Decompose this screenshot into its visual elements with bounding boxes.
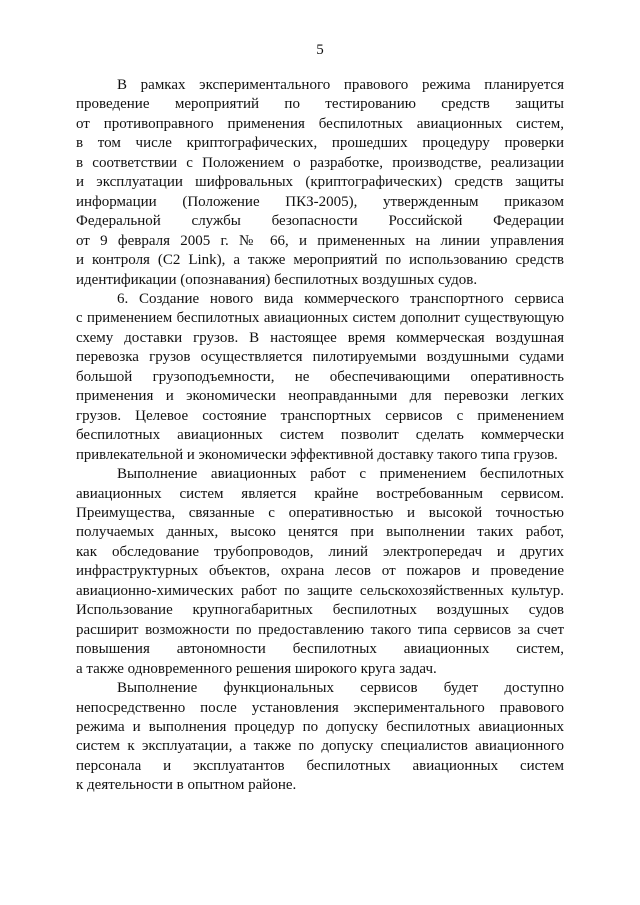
- text-line: и эксплуатации шифровальных (криптографических) средств защиты: [76, 174, 564, 191]
- text-line: систем к эксплуатации, а также по допуску специалистов авиационного: [76, 738, 564, 755]
- text-line: персонала и эксплуатантов беспилотных авиационных систем: [76, 757, 564, 774]
- text-line: получаемых данных, высоко ценятся при выполнении таких работ,: [76, 524, 564, 541]
- text-line: как обследование трубопроводов, линий электропередач и других: [76, 543, 564, 560]
- text-line: с применением беспилотных авиационных систем дополнит существующую: [76, 310, 564, 327]
- text-line: применения и экономически неоправданными для перевозки легких: [76, 388, 564, 405]
- text-line: в том числе криптографических, прошедших процедуру проверки: [76, 135, 564, 152]
- paragraph: [76, 465, 564, 679]
- text-line: к деятельности в опытном районе.: [76, 777, 297, 794]
- text-line: Федеральной службы безопасности Российской Федерации: [76, 213, 564, 230]
- text-line: беспилотных авиационных систем позволит сделать коммерчески: [76, 427, 564, 444]
- text-line: В рамках экспериментального правового режима планируется: [117, 77, 564, 93]
- text-line: от 9 февраля 2005 г. № 66, и примененных на линии управления: [76, 232, 564, 249]
- text-line: идентификации (опознавания) беспилотных воздушных судов.: [76, 271, 478, 288]
- text-line: 6. Создание нового вида коммерческого транспортного сервиса: [117, 290, 564, 307]
- paragraph: [76, 290, 564, 465]
- text-line: схему доставки грузов. В настоящее время коммерческая воздушная: [76, 329, 564, 346]
- text-line: авиационных систем является крайне востребованным сервисом.: [76, 485, 564, 502]
- text-line: повышения автономности беспилотных авиационных систем,: [76, 641, 564, 658]
- text-line: Выполнение авиационных работ с применением беспилотных: [117, 466, 564, 483]
- text-line: инфраструктурных объектов, охрана лесов от пожаров и проведение: [76, 563, 564, 580]
- text-line: большой грузоподъемности, не обеспечивающими оперативность: [76, 368, 564, 385]
- text-line: от противоправного применения беспилотных авиационных систем,: [76, 115, 564, 132]
- page-number: 5: [316, 42, 324, 58]
- text-line: непосредственно после установления экспериментального правового: [76, 699, 564, 716]
- text-line: расширит возможности по предоставлению такого типа сервисов за счет: [76, 621, 564, 638]
- text-line: привлекательной и экономически эффективной доставку такого типа грузов.: [76, 446, 558, 463]
- text-line: авиационно-химических работ по защите сельскохозяйственных культур.: [76, 582, 564, 599]
- text-line: информации (Положение ПКЗ-2005), утвержденным приказом: [76, 193, 564, 210]
- text-line: перевозка грузов осуществляется пилотируемыми воздушными судами: [76, 349, 564, 366]
- paragraph: [76, 679, 564, 796]
- text-line: режима и выполнения процедур по допуску беспилотных авиационных: [76, 718, 564, 735]
- text-line: грузов. Целевое состояние транспортных сервисов с применением: [76, 407, 564, 424]
- text-line: Использование крупногабаритных беспилотных воздушных судов: [76, 602, 564, 619]
- document-body: [76, 76, 564, 796]
- text-line: и контроля (C2 Link), а также мероприятий по использованию средств: [76, 252, 564, 269]
- text-line: а также одновременного решения широкого круга задач.: [76, 660, 437, 677]
- text-line: Выполнение функциональных сервисов будет доступно: [117, 680, 564, 697]
- text-line: Преимущества, связанные с оперативностью и высокой точностью: [76, 504, 564, 521]
- paragraph: [76, 76, 564, 290]
- text-line: проведение мероприятий по тестированию средств защиты: [76, 96, 564, 113]
- text-line: в соответствии с Положением о разработке, производстве, реализации: [76, 154, 564, 171]
